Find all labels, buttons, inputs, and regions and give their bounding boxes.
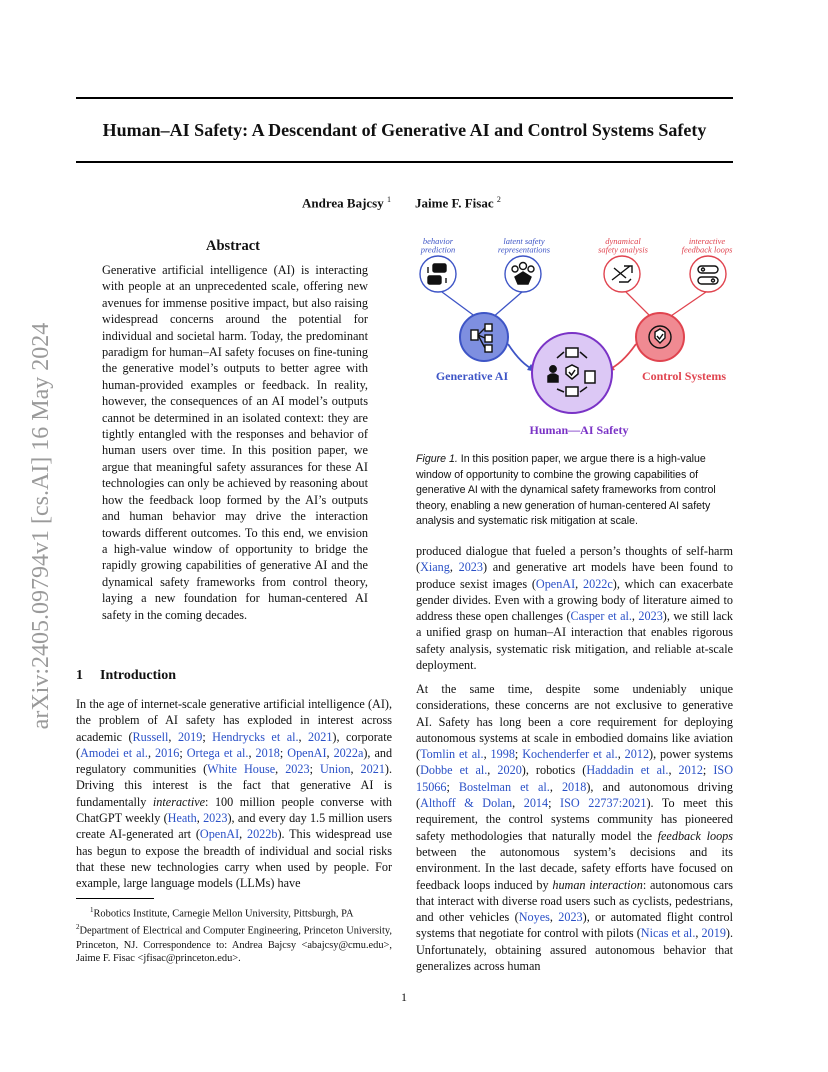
citation-link[interactable]: 2020 [497,763,522,778]
connector-line [626,292,652,318]
label-interactive-feedback-loops: interactive feedback loops [681,236,733,255]
citation-link[interactable]: ISO 15066 [416,763,733,794]
section-title: Introduction [100,668,176,683]
arxiv-stamp[interactable]: arXiv:2405.09794v1 [cs.AI] 16 May 2024 [28,322,54,730]
emphasis: human interaction [552,877,643,892]
generative-ai-node [460,313,508,361]
label-dynamical-safety-analysis: dynamical safety analysis [598,236,648,255]
citation-link[interactable]: 2022b [246,827,278,842]
abstract-heading: Abstract [206,238,260,254]
figure-caption-text: In this position paper, we argue there is a high-value window of opportunity to combine the growing capabilities of generative AI with the dynamical safety frameworks from control theory, enabling a new generation of human-centered AI safety analysis and systematic risk mitigation at scale. [416,453,716,528]
citation-link[interactable]: Kochenderfer et al. [522,747,618,762]
citation-link[interactable]: Union [319,762,351,777]
citation-link[interactable]: Althoff & Dolan [420,796,513,811]
abstract-text: Generative artificial intelligence (AI) is interacting with people at an unprecedented scale, offering new avenues for immense positive impact, but also raising widespread concerns around the potential for individual and societal harm. Today, the predominant paradigm for human–AI safety focuses on fine-tuning the generative model’s outputs to better agree with human-provided examples or feedback. In reality, however, the consequences of an AI model’s outputs cannot be determined in an isolated context: they are tightly entangled with the responses and behavior of human users over time. In this position paper, we argue that meaningful safety assurances for these AI technologies can only be achieved by reasoning about how the feedback loop formed by the AI’s outputs and human behavior may drive the interaction towards different outcomes. To this end, we envision a high-value window of opportunity to bridge the rapidly growing capabilities of generative AI and the dynamical safety frameworks from control theory, laying a new foundation for human-centered AI safety in the coming decades. [102,263,368,622]
citation-link[interactable]: Bostelman et al. [458,779,550,794]
page-number: 1 [401,990,407,1004]
connector-line [492,292,522,318]
section-heading-introduction [76,666,176,686]
author-1-name: Andrea Bajcsy [302,195,384,211]
figure-caption-label: Figure 1. [416,453,458,465]
generative-ai-label: Generative AI [435,369,509,383]
body-paragraph: produced dialogue that fueled a person’s thoughts of self-harm (Xiang, 2023) and generative art models have been found to produce sexist images (OpenAI, 2022c), which can exacerbate gender divides. Even with a growing body of literature aimed to address these open challenges (Casper et al., 2023), we still lack a unified grasp on human–AI interaction that enables rigorous safety analysis, systematic risk mitigation, and reliable at-scale deployment. [416,544,734,673]
footnote-rule [76,898,154,899]
author-2-mark: 2 [496,195,501,204]
footnotes [76,904,392,966]
human-ai-safety-node [532,333,612,413]
author-2-name: Jaime F. Fisac [415,195,494,211]
citation-link[interactable]: 2019 [701,926,726,941]
citation-link[interactable]: Casper et al. [570,609,632,624]
citation-link[interactable]: 2023 [203,811,228,826]
control-systems-node [636,313,684,361]
citation-link[interactable]: 2021 [308,729,333,744]
citation-link[interactable]: Haddadin et al. [586,763,669,778]
citation-link[interactable]: 2023 [285,762,310,777]
citation-link[interactable]: Tomlin et al. [420,747,484,762]
citation-link[interactable]: Hendrycks et al. [212,729,299,744]
emphasis: feedback loops [657,828,733,843]
citation-link[interactable]: 2014 [523,796,549,811]
citation-link[interactable]: OpenAI [535,576,576,591]
author-2 [415,191,501,212]
body-paragraph: At the same time, despite some undeniably unique considerations, these concerns are not exclusive to generative AI. Safety has long been a core requirement for deploying autonomous systems at scale in embodied domains like aviation (Tomlin et al., 1998; Kochenderfer et al., 2012), power systems (Dobbe et al., 2020), robotics (Haddadin et al., 2012; ISO 15066; Bostelman et al., 2018), and autonomous driving (Althoff & Dolan, 2014; ISO 22737:2021). To meet this requirement, the control systems community has pioneered safety methodologies that naturally model the feedback loops between the autonomous system’s decisions and its environment. In the last decade, safety efforts have focused on feedback loops induced by human interaction: autonomous cars that interact with diverse road users such as cyclists, pedestrians, and other vehicles (Noyes, 2023), or automated flight control systems that negotiate for control with pilots (Nicas et al., 2019). Unfortunately, obtaining assured autonomous behavior that generalizes across human [416,682,734,974]
citation-link[interactable]: Nicas et al. [640,926,696,941]
citation-link[interactable]: Dobbe et al. [420,763,488,778]
footnote-1-mark: 1 [90,906,94,914]
emphasis: interactive [152,794,206,809]
citation-link[interactable]: 2023 [458,560,483,575]
citation-link[interactable]: OpenAI [287,745,327,760]
citation-link[interactable]: Xiang [420,560,450,575]
citation-link[interactable]: OpenAI [199,827,240,842]
intro-paragraph: In the age of internet-scale generative artificial intelligence (AI), the problem of AI safety has exploded in interest across academic (Russell, 2019; Hendrycks et al., 2021), corporate (Amodei et al., 2016; Ortega et al., 2018; OpenAI, 2022a), and regulatory communities (White House, 2023; Union, 2021). Driving this interest is the fact that generative AI is fundamentally interactive: 100 million people converse with ChatGPT weekly (Heath, 2023), and every day 1.5 million users create AI-generated art (OpenAI, 2022b). This widespread use has begun to expose the breadth of individual and social risks that these new technologies carry when used by people. For example, large language models (LLMs) have [76,697,393,891]
human-ai-safety-label: Human—AI Safety [529,423,629,437]
citation-link[interactable]: Ortega et al. [186,745,249,760]
citation-link[interactable]: 2018 [561,779,587,794]
title-bottom-rule [76,161,733,163]
dynamical-safety-analysis-icon [604,256,640,292]
connector-line [668,292,706,318]
citation-link[interactable]: 2023 [558,910,583,925]
citation-link[interactable]: 1998 [490,747,515,762]
citation-link[interactable]: 2022a [333,745,364,760]
latent-representations-icon [505,256,541,292]
author-1 [302,191,391,212]
figure-1-diagram [416,232,733,440]
citation-link[interactable]: 2021 [360,762,385,777]
behavior-prediction-icon [420,256,456,292]
citation-link[interactable]: White House [207,762,276,777]
citation-link[interactable]: ISO 22737:2021 [560,796,647,811]
citation-link[interactable]: 2022c [583,576,613,591]
footnote-1: Robotics Institute, Carnegie Mellon University, Pittsburgh, PA [93,908,354,920]
top-rule [76,97,733,99]
citation-link[interactable]: Russell [132,729,169,744]
footnote-2-mark: 2 [76,923,80,932]
citation-link[interactable]: Noyes [518,910,550,925]
citation-link[interactable]: Heath [167,811,197,826]
citation-link[interactable]: 2019 [177,729,203,744]
author-1-mark: 1 [386,195,391,204]
footnote-2: Department of Electrical and Computer Engineering, Princeton University, Princeton, NJ. Correspondence to: Andrea Bajcsy <abajcsy@cmu.edu>, Jaime F. Fisac <jfisac@princeton.edu>. [76,925,392,965]
label-latent-safety-representations: latent safety representations [497,236,551,255]
figure-caption [416,452,733,530]
label-behavior-prediction: behavior prediction [420,236,456,255]
section-number: 1 [76,668,83,683]
citation-link[interactable]: 2012 [678,763,703,778]
control-systems-label: Control Systems [641,369,727,383]
interactive-feedback-loops-icon [690,256,726,292]
paper-title: Human–AI Safety: A Descendant of Generative AI and Control Systems Safety [102,120,707,140]
citation-link[interactable]: 2016 [154,745,180,760]
citation-link[interactable]: 2018 [255,745,280,760]
citation-link[interactable]: Amodei et al. [80,745,148,760]
citation-link[interactable]: 2023 [638,609,663,624]
citation-link[interactable]: 2012 [624,747,650,762]
